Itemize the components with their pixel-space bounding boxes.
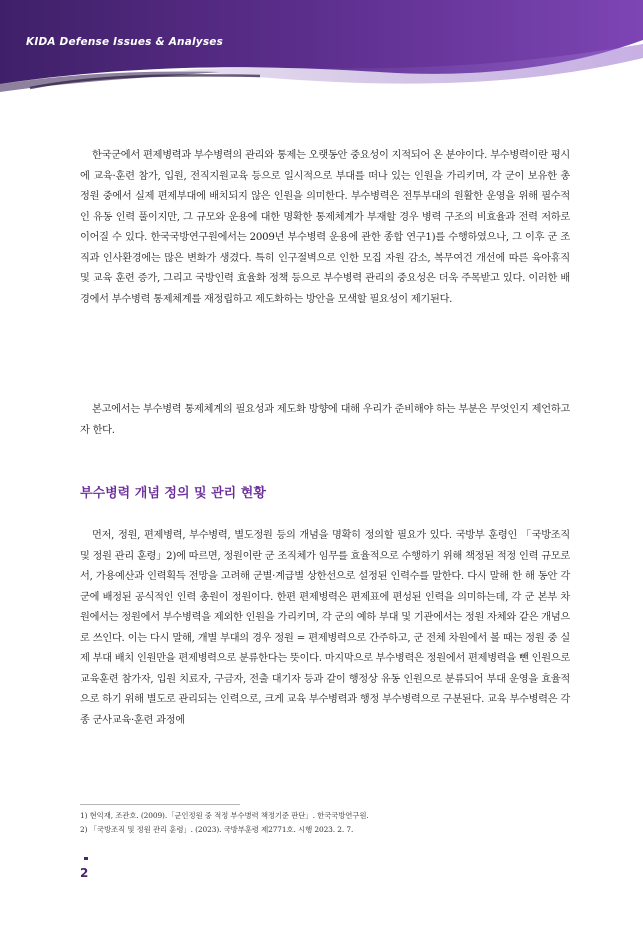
series-title: KIDA Defense Issues & Analyses [26,36,224,48]
header-wave-graphic [0,0,643,110]
header-banner [0,0,643,110]
footnote-divider [80,804,240,805]
footnotes [80,809,580,837]
section-heading: 부수병력 개념 정의 및 관리 현황 [80,486,266,501]
page-number: 2 [80,866,89,880]
footnote-2: 2) 「국방조직 및 정원 관리 훈령」. (2023). 국방부훈령 제2771호. 시행 2023. 2. 7. [80,825,354,834]
page-number-marker [84,857,88,860]
footnote-1: 1) 현익재, 조관호. (2009).「군인정원 중 적정 부수병력 책정기준 판단」. 한국국방연구원. [80,811,369,820]
intro-paragraph-2: 본고에서는 부수병력 통제체계의 필요성과 제도화 방향에 대해 우리가 준비해야 하는 부분은 무엇인지 제언하고자 한다. [80,404,570,436]
section-paragraph-1: 먼저, 정원, 편제병력, 부수병력, 별도정원 등의 개념을 명확히 정의할 필요가 있다. 국방부 훈령인 「국방조직 및 정원 관리 훈령」2)에 따르면, 정원이란 군 조직체가 임무를 효율적으로 수행하기 위해 책정된 적정 인력 규모로서, 가용예산과 인력획득 전망을 고려해 군별·계급별 상한선으로 설정된 인력수를 말한다. 다시 말해 한 해 동안 각 군에 배정된 공식적인 인력 총원이 정원이다. 한편 편제병력은 편제표에 편성된 인력을 의미하는데, 각 군 본부 차원에서는 정원에서 부수병력을 제외한 인원을 가리키며, 각 군의 예하 부대 및 기관에서는 정원 자체와 같은 개념으로 쓰인다. 이는 다시 말해, 개별 부대의 경우 정원 = 편제병력으로 간주하고, 군 전체 차원에서 볼 때는 정원 중 실제 부대 배치 인원만을 편제병력으로 분류한다는 뜻이다. 마지막으로 부수병력은 정원에서 편제병력을 뺀 인원으로 교육훈련 참가자, 입원 치료자, 구금자, 전출 대기자 등과 같이 행정상 유동 인원으로 분류되어 부대 운영을 효율적으로 하기 위해 별도로 관리되는 인력으로, 크게 교육 부수병력과 행정 부수병력으로 구분된다. 교육 부수병력은 각종 군사교육·훈련 과정에 [80,530,570,726]
intro-paragraph-1: 한국군에서 편제병력과 부수병력의 관리와 통제는 오랫동안 중요성이 지적되어 온 분야이다. 부수병력이란 평시에 교육·훈련 참가, 입원, 전직지원교육 등으로 일시적으로 부대를 떠나 있는 인원을 가리키며, 각 군이 보유한 총 정원 중에서 실제 편제부대에 배치되지 않은 인원을 의미한다. 부수병력은 전투부대의 원활한 운영을 위해 필수적인 유동 인력 풀이지만, 그 규모와 운용에 대한 명확한 통제체계가 부재할 경우 병력 구조의 비효율과 전력 저하로 이어질 수 있다. 한국국방연구원에서는 2009년 부수병력 운용에 관한 종합 연구1)를 수행하였으나, 그 이후 군 조직과 인사환경에는 많은 변화가 생겼다. 특히 인구절벽으로 인한 모집 자원 감소, 복무여건 개선에 따른 육아휴직 및 교육 훈련 증가, 그리고 국방인력 효율화 정책 등으로 부수병력 관리의 중요성은 더욱 주목받고 있다. 이러한 배경에서 부수병력 통제체계를 재정립하고 제도화하는 방안을 모색할 필요성이 제기된다. [80,150,570,305]
